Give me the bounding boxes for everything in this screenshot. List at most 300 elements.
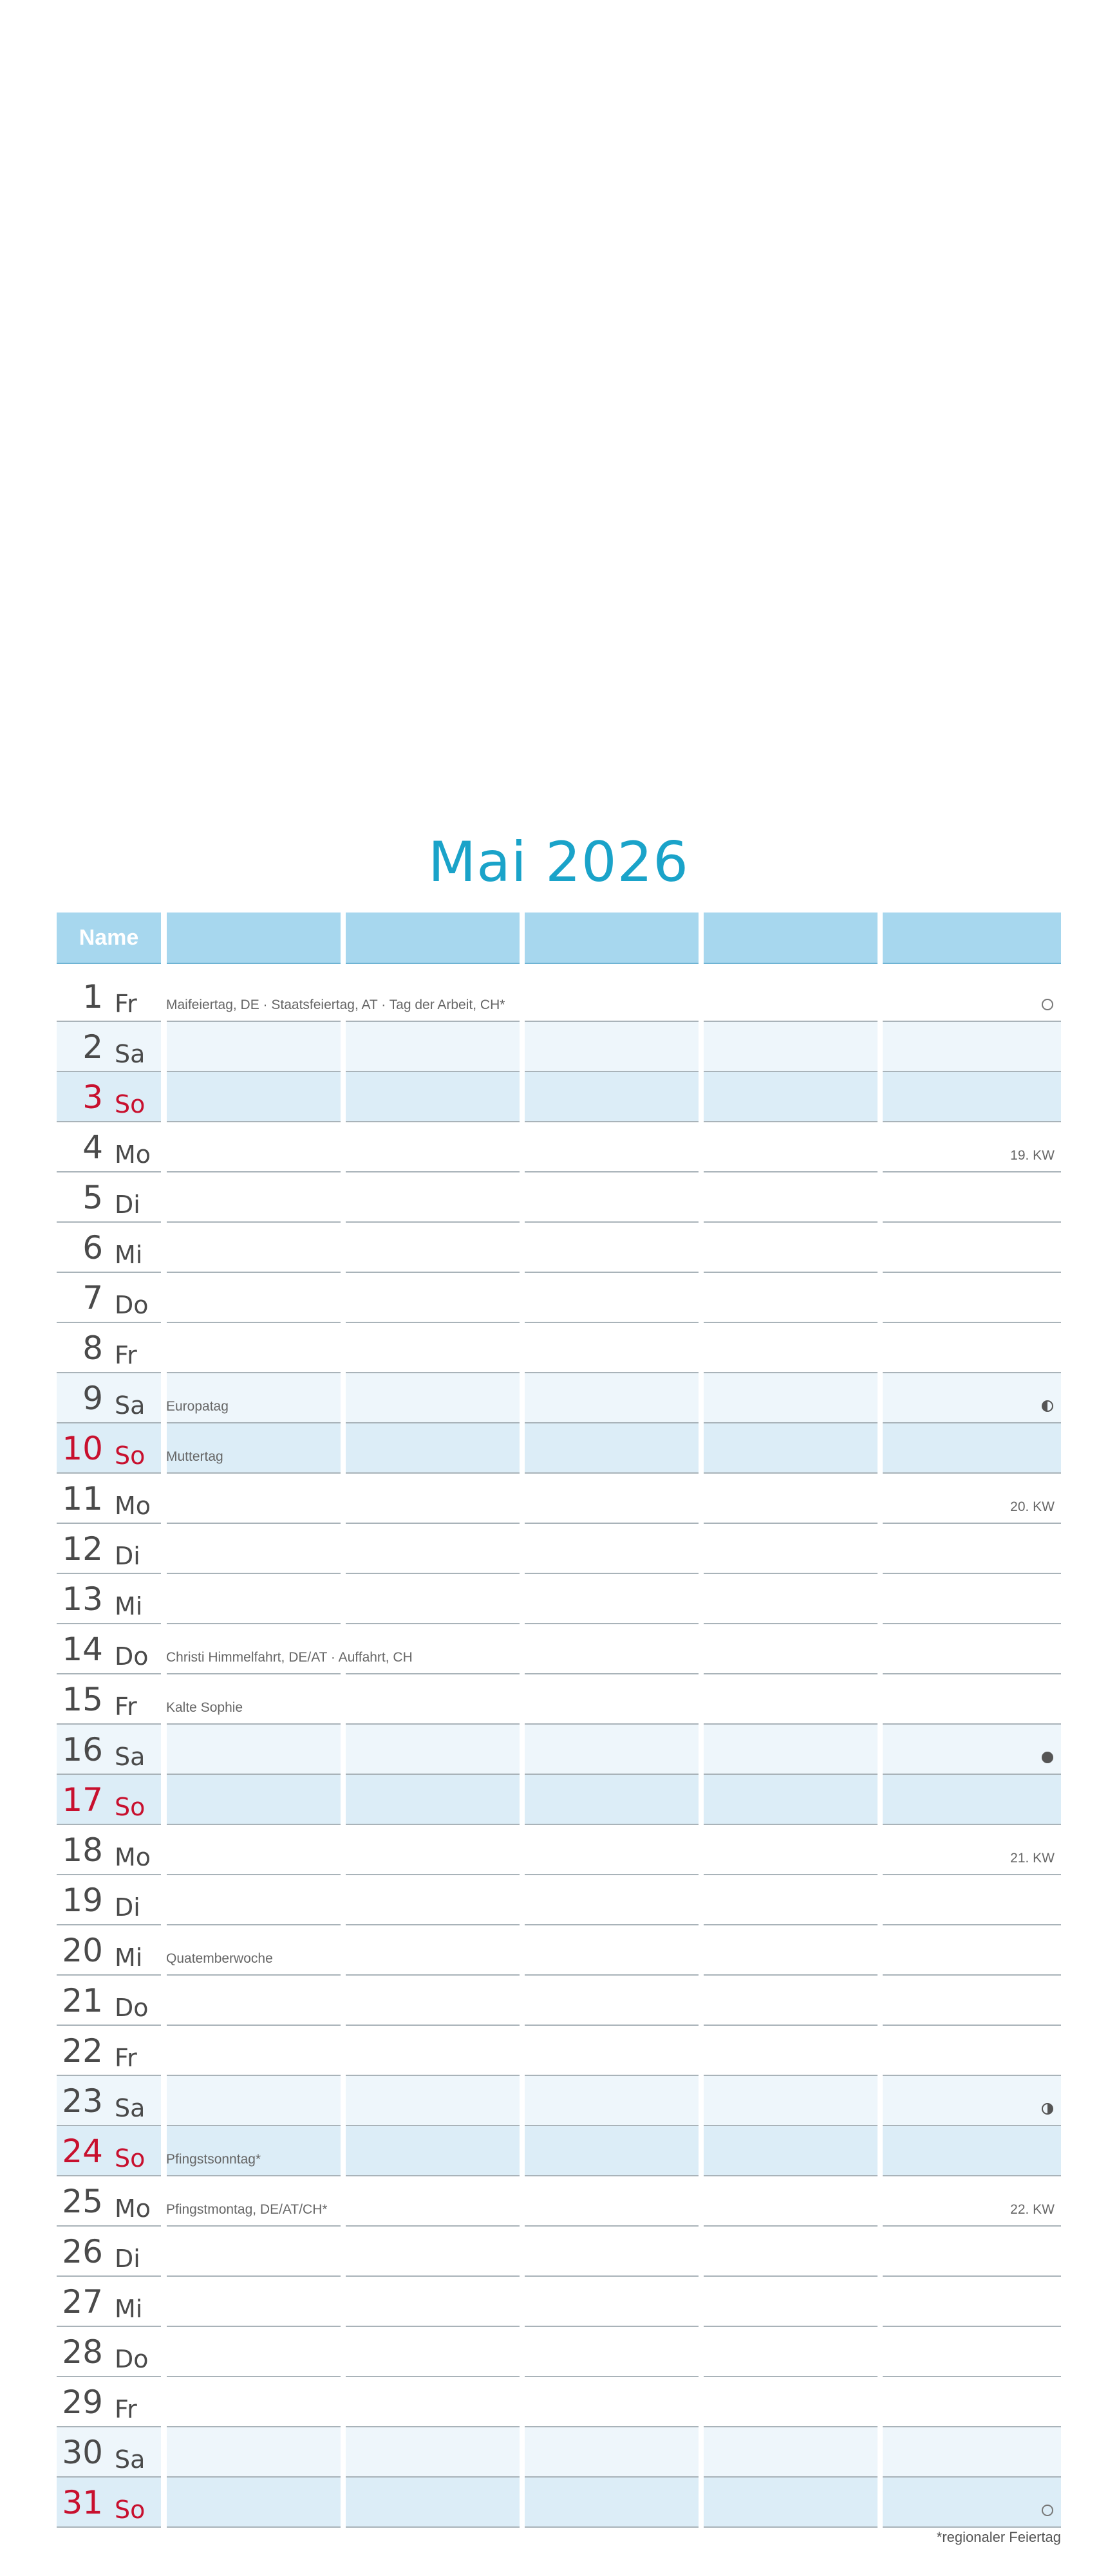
entry-cell-1[interactable] bbox=[167, 1223, 341, 1273]
holiday-note: Europatag bbox=[166, 1399, 229, 1414]
entry-cell-4[interactable] bbox=[704, 2277, 878, 2327]
date-cell bbox=[57, 1574, 161, 1624]
date-cell bbox=[57, 1172, 161, 1223]
entry-cell-5[interactable] bbox=[883, 1172, 1061, 1223]
day-number: 18 bbox=[62, 1831, 103, 1869]
moon-phase-full-icon bbox=[1042, 2505, 1053, 2516]
entry-cell-5[interactable] bbox=[883, 2026, 1061, 2076]
day-row bbox=[57, 1976, 1061, 2026]
entry-cell-3[interactable] bbox=[525, 2327, 699, 2377]
day-number: 23 bbox=[62, 2082, 103, 2120]
entry-cell-3[interactable] bbox=[525, 2227, 699, 2277]
entry-cell-1[interactable] bbox=[167, 2427, 341, 2478]
entry-cell-3[interactable] bbox=[525, 1474, 699, 1524]
entry-cell-1[interactable] bbox=[167, 1624, 341, 1674]
entry-cell-4[interactable] bbox=[704, 1825, 878, 1875]
entry-cell-5[interactable] bbox=[883, 1323, 1061, 1373]
entry-cell-5[interactable] bbox=[883, 2427, 1061, 2478]
day-row bbox=[57, 2377, 1061, 2427]
entry-cell-3[interactable] bbox=[525, 1574, 699, 1624]
entry-cell-3[interactable] bbox=[525, 1875, 699, 1925]
day-number: 3 bbox=[82, 1079, 103, 1116]
entry-cell-4[interactable] bbox=[704, 2327, 878, 2377]
entry-cell-5[interactable] bbox=[883, 2126, 1061, 2176]
entry-cell-4[interactable] bbox=[704, 2478, 878, 2528]
day-number: 15 bbox=[62, 1681, 103, 1718]
day-number: 13 bbox=[62, 1580, 103, 1618]
entry-cell-3[interactable] bbox=[525, 2026, 699, 2076]
date-cell bbox=[57, 2427, 161, 2478]
calendar-week-label: 19. KW bbox=[1010, 1148, 1055, 1163]
entry-cell-1[interactable] bbox=[167, 1674, 341, 1725]
entry-cell-3[interactable] bbox=[525, 972, 699, 1022]
date-cell bbox=[57, 2126, 161, 2176]
entry-cell-3[interactable] bbox=[525, 1524, 699, 1574]
entry-cell-3[interactable] bbox=[525, 1022, 699, 1072]
day-row bbox=[57, 1323, 1061, 1373]
day-row bbox=[57, 1273, 1061, 1323]
entry-cell-5[interactable] bbox=[883, 2327, 1061, 2377]
entry-cell-5[interactable] bbox=[883, 1423, 1061, 1474]
entry-cell-4[interactable] bbox=[704, 1323, 878, 1373]
holiday-note: Muttertag bbox=[166, 1449, 223, 1464]
entry-cell-1[interactable] bbox=[167, 2076, 341, 2126]
entry-cell-2[interactable] bbox=[346, 1875, 520, 1925]
entry-cell-1[interactable] bbox=[167, 1072, 341, 1122]
entry-cell-4[interactable] bbox=[704, 1925, 878, 1976]
weekday-label: So bbox=[115, 1090, 145, 1118]
date-cell bbox=[57, 1273, 161, 1323]
entry-cell-4[interactable] bbox=[704, 2126, 878, 2176]
day-row bbox=[57, 1474, 1061, 1524]
entry-cell-4[interactable] bbox=[704, 2076, 878, 2126]
entry-cell-1[interactable] bbox=[167, 1725, 341, 1775]
entry-cell-5[interactable] bbox=[883, 1624, 1061, 1674]
weekday-label: Sa bbox=[115, 1391, 145, 1420]
entry-cell-1[interactable] bbox=[167, 1323, 341, 1373]
entry-cell-5[interactable] bbox=[883, 2377, 1061, 2427]
entry-cell-4[interactable] bbox=[704, 1574, 878, 1624]
entry-cell-2[interactable] bbox=[346, 1725, 520, 1775]
entry-cell-4[interactable] bbox=[704, 1474, 878, 1524]
entry-cell-4[interactable] bbox=[704, 1172, 878, 1223]
day-number: 28 bbox=[62, 2333, 103, 2371]
date-cell bbox=[57, 1825, 161, 1875]
entry-cell-1[interactable] bbox=[167, 2227, 341, 2277]
entry-cell-5[interactable] bbox=[883, 1925, 1061, 1976]
entry-cell-3[interactable] bbox=[525, 1172, 699, 1223]
day-row bbox=[57, 2427, 1061, 2478]
entry-cell-3[interactable] bbox=[525, 2126, 699, 2176]
entry-cell-1[interactable] bbox=[167, 1172, 341, 1223]
weekday-label: Mo bbox=[115, 1492, 151, 1520]
date-cell bbox=[57, 1875, 161, 1925]
day-row bbox=[57, 2126, 1061, 2176]
entry-cell-1[interactable] bbox=[167, 1273, 341, 1323]
day-number: 29 bbox=[62, 2384, 103, 2421]
weekday-label: Sa bbox=[115, 2445, 145, 2474]
entry-cell-5[interactable] bbox=[883, 1474, 1061, 1524]
entry-cell-2[interactable] bbox=[346, 2327, 520, 2377]
entry-cell-2[interactable] bbox=[346, 1273, 520, 1323]
entry-cell-2[interactable] bbox=[346, 2176, 520, 2227]
entry-cell-2[interactable] bbox=[346, 2076, 520, 2126]
entry-cell-3[interactable] bbox=[525, 2277, 699, 2327]
weekday-label: Fr bbox=[115, 1692, 137, 1721]
entry-cell-2[interactable] bbox=[346, 2478, 520, 2528]
day-number: 4 bbox=[82, 1129, 103, 1166]
weekday-label: Mo bbox=[115, 2194, 151, 2223]
day-row bbox=[57, 1373, 1061, 1423]
entry-cell-2[interactable] bbox=[346, 1373, 520, 1423]
weekday-label: Mo bbox=[115, 1843, 151, 1871]
day-row bbox=[57, 1122, 1061, 1172]
entry-cell-4[interactable] bbox=[704, 1122, 878, 1172]
date-cell bbox=[57, 2277, 161, 2327]
weekday-label: Do bbox=[115, 1642, 149, 1671]
day-number: 11 bbox=[62, 1480, 103, 1517]
entry-cell-5[interactable] bbox=[883, 1976, 1061, 2026]
entry-cell-1[interactable] bbox=[167, 2327, 341, 2377]
entry-cell-1[interactable] bbox=[167, 1373, 341, 1423]
day-row bbox=[57, 1423, 1061, 1474]
entry-cell-1[interactable] bbox=[167, 1474, 341, 1524]
date-cell bbox=[57, 1524, 161, 1574]
weekday-label: Do bbox=[115, 1291, 149, 1319]
weekday-label: Mi bbox=[115, 1592, 143, 1620]
weekday-label: Do bbox=[115, 2345, 149, 2373]
entry-cell-2[interactable] bbox=[346, 972, 520, 1022]
entry-cell-5[interactable] bbox=[883, 2227, 1061, 2277]
day-number: 22 bbox=[62, 2032, 103, 2070]
weekday-label: Fr bbox=[115, 2044, 137, 2072]
day-row bbox=[57, 1925, 1061, 1976]
entry-cell-3[interactable] bbox=[525, 2176, 699, 2227]
entry-cell-3[interactable] bbox=[525, 1072, 699, 1122]
entry-cell-5[interactable] bbox=[883, 1072, 1061, 1122]
entry-cell-3[interactable] bbox=[525, 1775, 699, 1825]
day-row bbox=[57, 1775, 1061, 1825]
entry-cell-4[interactable] bbox=[704, 2176, 878, 2227]
entry-cell-5[interactable] bbox=[883, 1373, 1061, 1423]
entry-cell-5[interactable] bbox=[883, 1674, 1061, 1725]
day-number: 30 bbox=[62, 2434, 103, 2471]
weekday-label: Mi bbox=[115, 1241, 143, 1269]
weekday-label: Fr bbox=[115, 1341, 137, 1369]
holiday-note: Maifeiertag, DE · Staatsfeiertag, AT · Tag der Arbeit, CH* bbox=[166, 997, 505, 1012]
entry-cell-4[interactable] bbox=[704, 1072, 878, 1122]
moon-phase-first-icon bbox=[1042, 2103, 1053, 2115]
entry-cell-3[interactable] bbox=[525, 1223, 699, 1273]
entry-cell-5[interactable] bbox=[883, 1223, 1061, 1273]
entry-cell-2[interactable] bbox=[346, 1423, 520, 1474]
calendar-week-label: 22. KW bbox=[1010, 2202, 1055, 2217]
day-row bbox=[57, 1624, 1061, 1674]
entry-cell-3[interactable] bbox=[525, 1976, 699, 2026]
entry-cell-5[interactable] bbox=[883, 1524, 1061, 1574]
day-row bbox=[57, 2026, 1061, 2076]
holiday-note: Pfingstmontag, DE/AT/CH* bbox=[166, 2202, 328, 2217]
calendar-week-label: 21. KW bbox=[1010, 1851, 1055, 1866]
date-cell bbox=[57, 1423, 161, 1474]
entry-cell-1[interactable] bbox=[167, 2176, 341, 2227]
weekday-label: Fr bbox=[115, 2395, 137, 2423]
entry-cell-2[interactable] bbox=[346, 1825, 520, 1875]
weekday-label: Sa bbox=[115, 1040, 145, 1068]
entry-cell-4[interactable] bbox=[704, 972, 878, 1022]
entry-cell-2[interactable] bbox=[346, 1072, 520, 1122]
entry-cell-3[interactable] bbox=[525, 2478, 699, 2528]
entry-cell-2[interactable] bbox=[346, 1474, 520, 1524]
day-number: 20 bbox=[62, 1932, 103, 1969]
entry-cell-1[interactable] bbox=[167, 2026, 341, 2076]
entry-cell-4[interactable] bbox=[704, 1273, 878, 1323]
member-column-header-5[interactable] bbox=[883, 913, 1061, 964]
day-row bbox=[57, 1825, 1061, 1875]
entry-cell-5[interactable] bbox=[883, 1775, 1061, 1825]
entry-cell-2[interactable] bbox=[346, 1624, 520, 1674]
entry-cell-3[interactable] bbox=[525, 1373, 699, 1423]
date-cell bbox=[57, 1624, 161, 1674]
date-cell bbox=[57, 2327, 161, 2377]
entry-cell-4[interactable] bbox=[704, 1976, 878, 2026]
entry-cell-4[interactable] bbox=[704, 2427, 878, 2478]
weekday-label: So bbox=[115, 2496, 145, 2524]
entry-cell-5[interactable] bbox=[883, 2176, 1061, 2227]
weekday-label: Mi bbox=[115, 1943, 143, 1972]
day-row bbox=[57, 1223, 1061, 1273]
entry-cell-5[interactable] bbox=[883, 1122, 1061, 1172]
date-cell bbox=[57, 2478, 161, 2528]
calendar-week-label: 20. KW bbox=[1010, 1499, 1055, 1514]
date-cell bbox=[57, 1223, 161, 1273]
entry-cell-1[interactable] bbox=[167, 1022, 341, 1072]
day-number: 10 bbox=[62, 1430, 103, 1467]
weekday-label: Sa bbox=[115, 2094, 145, 2122]
day-number: 24 bbox=[62, 2133, 103, 2170]
entry-cell-3[interactable] bbox=[525, 1725, 699, 1775]
entry-cell-5[interactable] bbox=[883, 1574, 1061, 1624]
entry-cell-4[interactable] bbox=[704, 2026, 878, 2076]
entry-cell-2[interactable] bbox=[346, 1022, 520, 1072]
entry-cell-4[interactable] bbox=[704, 1674, 878, 1725]
entry-cell-2[interactable] bbox=[346, 1172, 520, 1223]
page-title: Mai 2026 bbox=[428, 830, 689, 894]
entry-cell-3[interactable] bbox=[525, 1273, 699, 1323]
day-row bbox=[57, 2277, 1061, 2327]
day-number: 26 bbox=[62, 2233, 103, 2270]
name-column-header: Name bbox=[57, 913, 161, 964]
entry-cell-2[interactable] bbox=[346, 1976, 520, 2026]
entry-cell-1[interactable] bbox=[167, 2126, 341, 2176]
date-cell bbox=[57, 2176, 161, 2227]
weekday-label: Mo bbox=[115, 1140, 151, 1169]
date-cell bbox=[57, 2227, 161, 2277]
entry-cell-1[interactable] bbox=[167, 2478, 341, 2528]
entry-cell-3[interactable] bbox=[525, 1122, 699, 1172]
entry-cell-2[interactable] bbox=[346, 1223, 520, 1273]
date-cell bbox=[57, 972, 161, 1022]
entry-cell-4[interactable] bbox=[704, 1775, 878, 1825]
day-number: 21 bbox=[62, 1982, 103, 2019]
day-number: 9 bbox=[82, 1380, 103, 1417]
day-number: 27 bbox=[62, 2283, 103, 2321]
day-number: 1 bbox=[82, 978, 103, 1015]
entry-cell-2[interactable] bbox=[346, 1524, 520, 1574]
date-cell bbox=[57, 1022, 161, 1072]
date-cell bbox=[57, 1072, 161, 1122]
moon-phase-last-icon bbox=[1042, 1400, 1053, 1412]
entry-cell-5[interactable] bbox=[883, 2277, 1061, 2327]
entry-cell-5[interactable] bbox=[883, 2478, 1061, 2528]
entry-cell-3[interactable] bbox=[525, 1825, 699, 1875]
entry-cell-4[interactable] bbox=[704, 1524, 878, 1574]
holiday-note: Quatemberwoche bbox=[166, 1951, 273, 1966]
entry-cell-1[interactable] bbox=[167, 1122, 341, 1172]
day-number: 19 bbox=[62, 1882, 103, 1919]
moon-phase-new-icon bbox=[1042, 1752, 1053, 1763]
entry-cell-5[interactable] bbox=[883, 2076, 1061, 2126]
date-cell bbox=[57, 2026, 161, 2076]
entry-cell-1[interactable] bbox=[167, 1825, 341, 1875]
date-cell bbox=[57, 1775, 161, 1825]
entry-cell-3[interactable] bbox=[525, 1674, 699, 1725]
day-row bbox=[57, 2327, 1061, 2377]
day-number: 7 bbox=[82, 1279, 103, 1317]
holiday-note: Kalte Sophie bbox=[166, 1700, 243, 1715]
entry-cell-5[interactable] bbox=[883, 1273, 1061, 1323]
entry-cell-2[interactable] bbox=[346, 2277, 520, 2327]
day-row bbox=[57, 1725, 1061, 1775]
weekday-label: Di bbox=[115, 1893, 140, 1922]
entry-cell-1[interactable] bbox=[167, 2277, 341, 2327]
weekday-label: Di bbox=[115, 2245, 140, 2273]
date-cell bbox=[57, 1323, 161, 1373]
entry-cell-4[interactable] bbox=[704, 1624, 878, 1674]
day-row bbox=[57, 2076, 1061, 2126]
entry-cell-3[interactable] bbox=[525, 1925, 699, 1976]
entry-cell-2[interactable] bbox=[346, 1574, 520, 1624]
day-number: 5 bbox=[82, 1179, 103, 1216]
weekday-label: Di bbox=[115, 1191, 140, 1219]
entry-cell-2[interactable] bbox=[346, 1122, 520, 1172]
entry-cell-2[interactable] bbox=[346, 2227, 520, 2277]
weekday-label: Mi bbox=[115, 2295, 143, 2323]
entry-cell-1[interactable] bbox=[167, 1925, 341, 1976]
entry-cell-1[interactable] bbox=[167, 972, 341, 1022]
day-row bbox=[57, 1022, 1061, 1072]
entry-cell-3[interactable] bbox=[525, 2377, 699, 2427]
day-row bbox=[57, 1674, 1061, 1725]
date-cell bbox=[57, 1976, 161, 2026]
entry-cell-5[interactable] bbox=[883, 1022, 1061, 1072]
date-cell bbox=[57, 1674, 161, 1725]
weekday-label: Fr bbox=[115, 990, 137, 1018]
entry-cell-2[interactable] bbox=[346, 1323, 520, 1373]
day-number: 14 bbox=[62, 1631, 103, 1668]
day-number: 25 bbox=[62, 2183, 103, 2220]
day-row bbox=[57, 2227, 1061, 2277]
weekday-label: So bbox=[115, 1441, 145, 1470]
entry-cell-1[interactable] bbox=[167, 2377, 341, 2427]
entry-cell-5[interactable] bbox=[883, 1825, 1061, 1875]
entry-cell-1[interactable] bbox=[167, 1976, 341, 2026]
day-number: 31 bbox=[62, 2484, 103, 2521]
day-number: 6 bbox=[82, 1229, 103, 1266]
date-cell bbox=[57, 2076, 161, 2126]
entry-cell-2[interactable] bbox=[346, 2126, 520, 2176]
entry-cell-1[interactable] bbox=[167, 1574, 341, 1624]
day-row bbox=[57, 972, 1061, 1022]
entry-cell-3[interactable] bbox=[525, 1624, 699, 1674]
day-number: 2 bbox=[82, 1028, 103, 1066]
entry-cell-3[interactable] bbox=[525, 1323, 699, 1373]
moon-phase-full-icon bbox=[1042, 999, 1053, 1010]
entry-cell-3[interactable] bbox=[525, 1423, 699, 1474]
member-column-header-2[interactable] bbox=[346, 913, 520, 964]
day-number: 12 bbox=[62, 1530, 103, 1568]
date-cell bbox=[57, 1925, 161, 1976]
date-cell bbox=[57, 1373, 161, 1423]
date-cell bbox=[57, 1122, 161, 1172]
day-number: 8 bbox=[82, 1330, 103, 1367]
member-column-header-4[interactable] bbox=[704, 913, 878, 964]
date-cell bbox=[57, 1725, 161, 1775]
entry-cell-3[interactable] bbox=[525, 2076, 699, 2126]
entry-cell-2[interactable] bbox=[346, 2026, 520, 2076]
weekday-label: So bbox=[115, 1793, 145, 1821]
entry-cell-4[interactable] bbox=[704, 1875, 878, 1925]
weekday-label: Di bbox=[115, 1542, 140, 1570]
entry-cell-2[interactable] bbox=[346, 2427, 520, 2478]
day-row bbox=[57, 1172, 1061, 1223]
entry-cell-1[interactable] bbox=[167, 1423, 341, 1474]
entry-cell-1[interactable] bbox=[167, 1524, 341, 1574]
holiday-note: Pfingstsonntag* bbox=[166, 2152, 261, 2167]
entry-cell-2[interactable] bbox=[346, 1925, 520, 1976]
member-column-header-1[interactable] bbox=[167, 913, 341, 964]
entry-cell-5[interactable] bbox=[883, 1875, 1061, 1925]
day-row bbox=[57, 1875, 1061, 1925]
holiday-note: Christi Himmelfahrt, DE/AT · Auffahrt, CH bbox=[166, 1650, 413, 1665]
day-row bbox=[57, 2176, 1061, 2227]
entry-cell-4[interactable] bbox=[704, 2377, 878, 2427]
day-number: 17 bbox=[62, 1781, 103, 1819]
entry-cell-3[interactable] bbox=[525, 2427, 699, 2478]
date-cell bbox=[57, 2377, 161, 2427]
entry-cell-5[interactable] bbox=[883, 972, 1061, 1022]
entry-cell-4[interactable] bbox=[704, 1223, 878, 1273]
weekday-label: So bbox=[115, 2144, 145, 2173]
entry-cell-4[interactable] bbox=[704, 1423, 878, 1474]
entry-cell-1[interactable] bbox=[167, 1775, 341, 1825]
entry-cell-2[interactable] bbox=[346, 1674, 520, 1725]
member-column-header-3[interactable] bbox=[525, 913, 699, 964]
entry-cell-4[interactable] bbox=[704, 1725, 878, 1775]
weekday-label: Sa bbox=[115, 1743, 145, 1771]
entry-cell-5[interactable] bbox=[883, 1725, 1061, 1775]
entry-cell-4[interactable] bbox=[704, 2227, 878, 2277]
entry-cell-4[interactable] bbox=[704, 1022, 878, 1072]
entry-cell-1[interactable] bbox=[167, 1875, 341, 1925]
day-row bbox=[57, 1574, 1061, 1624]
entry-cell-4[interactable] bbox=[704, 1373, 878, 1423]
entry-cell-2[interactable] bbox=[346, 1775, 520, 1825]
footnote: *regionaler Feiertag bbox=[936, 2529, 1061, 2545]
date-cell bbox=[57, 1474, 161, 1524]
day-row bbox=[57, 1524, 1061, 1574]
entry-cell-2[interactable] bbox=[346, 2377, 520, 2427]
